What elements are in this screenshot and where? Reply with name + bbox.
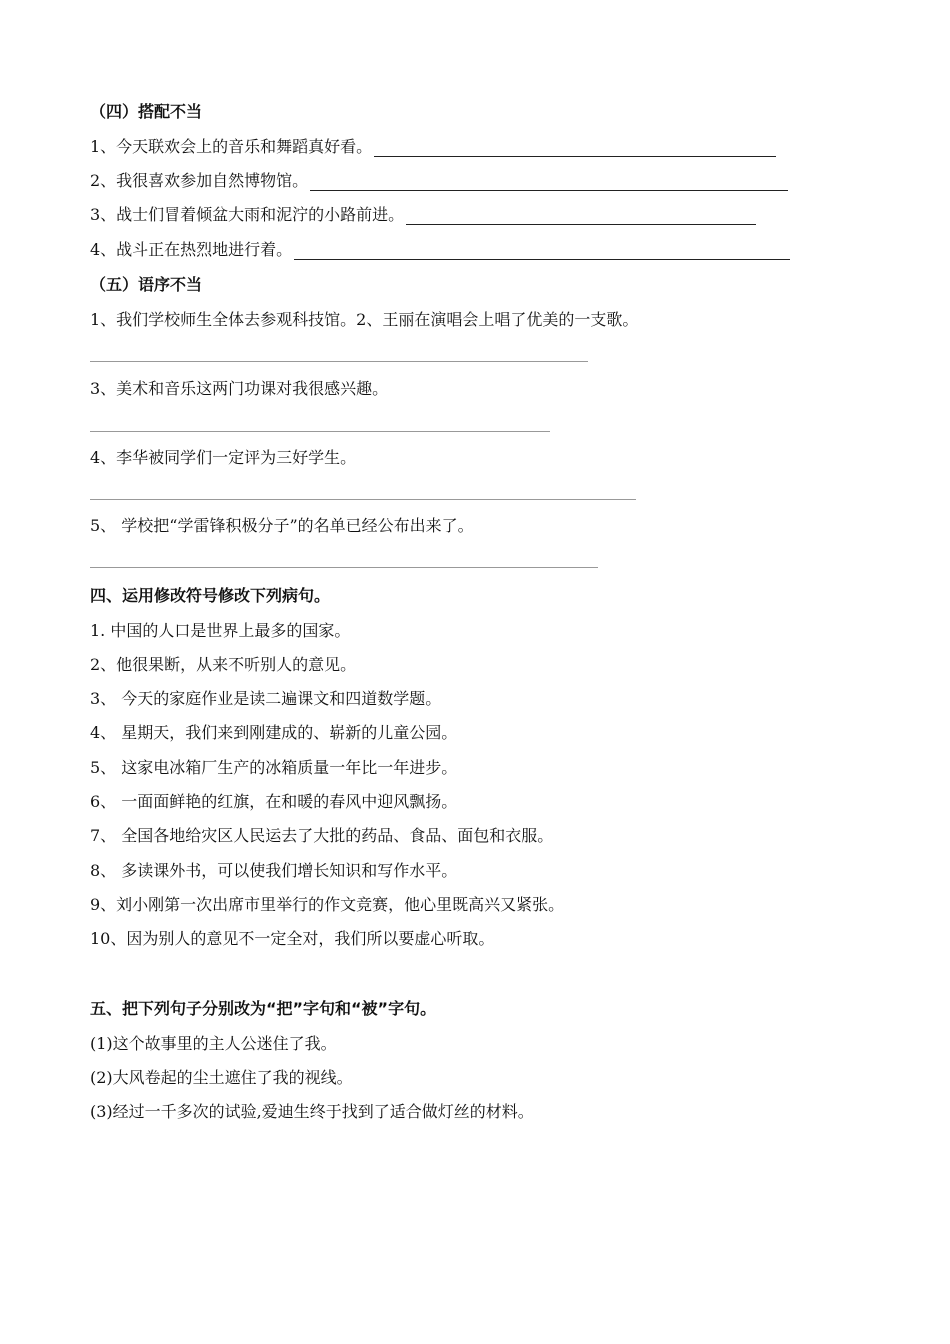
item-text: 4、战斗正在热烈地进行着。 [90,240,293,259]
sentence-item-8: 8、 多读课外书，可以使我们增长知识和写作水平。 [90,861,458,880]
word-order-item-4: 4、李华被同学们一定评为三好学生。 [90,448,357,467]
answer-blank[interactable] [406,210,756,225]
sentence-item-10: 10、因为别人的意见不一定全对，我们所以要虚心听取。 [90,929,495,948]
sentence-item-5: 5、 这家电冰箱厂生产的冰箱质量一年比一年进步。 [90,758,458,777]
ba-bei-item-2: (2)大风卷起的尘土遮住了我的视线。 [90,1068,353,1087]
collocation-item-1 [90,137,776,157]
sentence-item-3: 3、 今天的家庭作业是读二遍课文和四道数学题。 [90,689,442,708]
subsection-heading-collocation: （四）搭配不当 [90,102,203,121]
item-text: 1、今天联欢会上的音乐和舞蹈真好看。 [90,137,373,156]
answer-line[interactable] [90,499,636,500]
item-text: 2、我很喜欢参加自然博物馆。 [90,171,309,190]
sentence-item-6: 6、 一面面鲜艳的红旗，在和暖的春风中迎风飘扬。 [90,792,458,811]
sentence-item-4: 4、 星期天，我们来到刚建成的、崭新的儿童公园。 [90,723,458,742]
answer-line[interactable] [90,361,588,362]
section-heading-correct-sentences: 四、运用修改符号修改下列病句。 [90,586,331,605]
item-text: 3、战士们冒着倾盆大雨和泥泞的小路前进。 [90,205,405,224]
sentence-item-9: 9、刘小刚第一次出席市里举行的作文竞赛，他心里既高兴又紧张。 [90,895,565,914]
collocation-item-2 [90,171,788,191]
answer-blank[interactable] [310,176,788,191]
subsection-heading-word-order: （五）语序不当 [90,275,203,294]
word-order-item-3: 3、美术和音乐这两门功课对我很感兴趣。 [90,379,389,398]
answer-line[interactable] [90,431,550,432]
ba-bei-item-3: (3)经过一千多次的试验,爱迪生终于找到了适合做灯丝的材料。 [90,1102,534,1121]
collocation-item-4 [90,240,790,260]
answer-blank[interactable] [294,245,790,260]
word-order-item-5: 5、 学校把“学雷锋积极分子”的名单已经公布出来了。 [90,516,474,535]
sentence-item-2: 2、他很果断，从来不听别人的意见。 [90,655,357,674]
ba-bei-item-1: (1)这个故事里的主人公迷住了我。 [90,1034,337,1053]
sentence-item-1: 1. 中国的人口是世界上最多的国家。 [90,621,351,640]
word-order-item-1-2: 1、我们学校师生全体去参观科技馆。2、王丽在演唱会上唱了优美的一支歌。 [90,310,639,329]
collocation-item-3 [90,205,756,225]
answer-blank[interactable] [374,142,776,157]
sentence-item-7: 7、 全国各地给灾区人民运去了大批的药品、食品、面包和衣服。 [90,826,554,845]
answer-line[interactable] [90,567,598,568]
section-heading-ba-bei-sentences: 五、把下列句子分别改为“把”字句和“被”字句。 [90,999,437,1018]
